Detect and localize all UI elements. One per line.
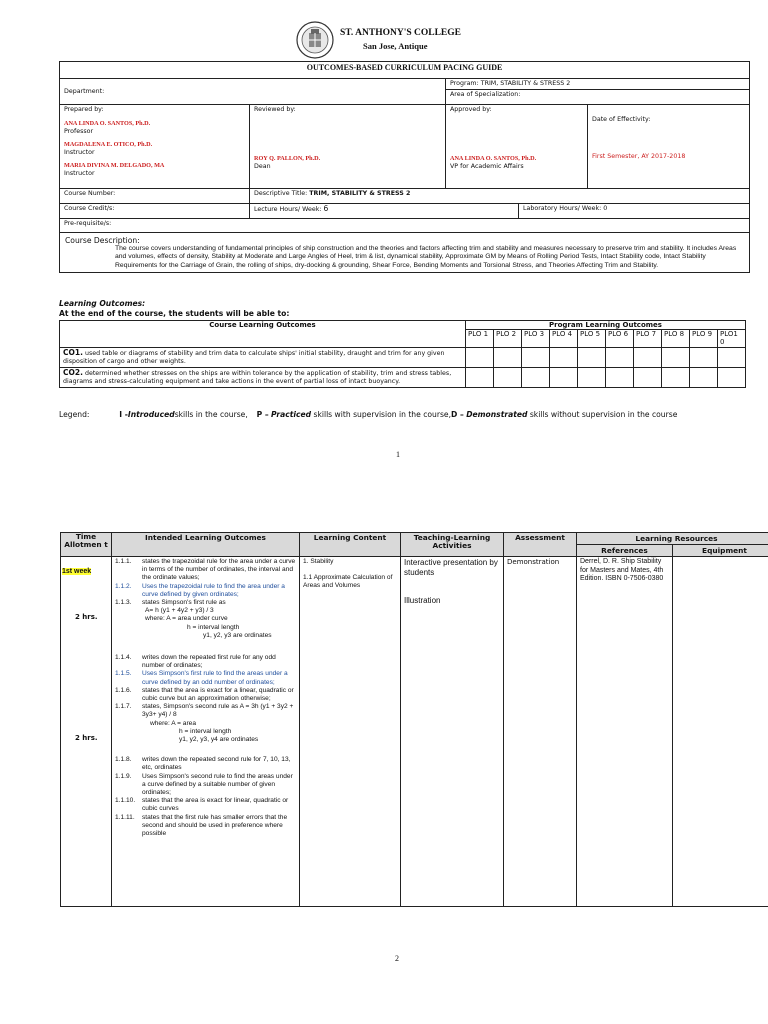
plo-col-6: PLO 6	[606, 330, 634, 348]
week-label: 1st week	[62, 568, 92, 575]
preparer-3-name: MARIA DIVINA M. DELGADO, MA	[64, 162, 165, 169]
co1-text: used table or diagrams of stability and trim data to calculate ships' initial stability, draught and trim for any given disposition of cargo and other weights.	[63, 349, 445, 365]
college-name: ST. ANTHONY'S COLLEGE	[340, 28, 461, 38]
col-assessment: Assessment	[504, 533, 577, 557]
descriptive-title-label: Descriptive Title:	[254, 190, 308, 197]
legend-p-code: P –	[256, 410, 269, 419]
ilo-num: 1.1.9.	[115, 772, 132, 780]
ilo-num: 1.1.5.	[115, 670, 132, 678]
plo-col-1: PLO 1	[466, 330, 494, 348]
ilo-num: 1.1.7.	[115, 703, 132, 711]
ilo-text: states that the area is exact for a linear, quadratic or cubic curve but an approximation otherwise;	[142, 686, 294, 703]
plo-header: Program Learning Outcomes	[466, 321, 746, 330]
plo-col-3: PLO 3	[522, 330, 550, 348]
col-tla: Teaching-Learning Activities	[401, 533, 504, 557]
legend-d-code: D –	[451, 410, 464, 419]
prereq-label: Pre-requisite/s:	[60, 219, 750, 233]
ilo-text: Uses the trapezoidal rule to find the area under a curve defined by given ordinates;	[142, 582, 285, 598]
ilo-num: 1.1.11.	[115, 813, 135, 821]
lecture-label: Lecture Hours/ Week:	[254, 206, 322, 213]
preparer-1-name: ANA LINDA O. SANTOS, Ph.D.	[64, 120, 151, 127]
preparer-2-role: Instructor	[64, 149, 95, 156]
page-number-1: 1	[396, 450, 400, 459]
learning-outcomes-heading: Learning Outcomes:	[59, 299, 146, 308]
ilo-formula: y1, y2, y3, y4 are ordinates	[179, 736, 259, 744]
ilo-text: states Simpson's first rule as	[142, 599, 226, 607]
ilo-text: Uses Simpson's second rule to find the areas under a curve defined by a suitable number of given ordinates;	[142, 772, 293, 797]
credits-label: Course Credit/s:	[60, 204, 250, 219]
college-seal	[296, 21, 334, 59]
ilo-text: states the trapezoidal rule for the area under a curve in terms of the number of ordinates, the interval and the ordinate values;	[142, 558, 296, 582]
ilo-formula: where: A = area under curve	[145, 615, 228, 623]
reviewer-role: Dean	[254, 163, 271, 170]
pacing-guide-header-table	[59, 61, 750, 273]
ilo-num: 1.1.8.	[115, 756, 132, 764]
effectivity-label: Date of Effectivity:	[592, 116, 651, 123]
course-number-label: Course Number:	[60, 189, 250, 204]
description-label: Course Description:	[65, 236, 140, 245]
program-label: Program:	[450, 80, 479, 87]
content-item-1: 1. Stability	[303, 558, 334, 565]
assessment-value: Demonstration	[504, 557, 577, 907]
ilo-text: writes down the repeated second rule for 7, 10, 13, etc, ordinates	[142, 756, 291, 772]
ilo-formula: y1, y2, y3 are ordinates	[203, 631, 272, 639]
ilo-text: Uses Simpson's first rule to find the areas under a curve defined by an odd number of ordinates;	[142, 670, 288, 686]
legend-d-word: Demonstrated	[466, 410, 528, 419]
college-location: San Jose, Antique	[363, 41, 428, 51]
legend-i-desc: skills in the course,	[174, 410, 248, 419]
outcomes-table	[59, 320, 746, 388]
ilo-formula: h = interval length	[187, 623, 240, 631]
ilo-num: 1.1.10.	[115, 797, 136, 805]
lecture-value: 6	[323, 204, 329, 213]
co2-code: CO2.	[63, 367, 83, 377]
tla-item-1: Interactive presentation by students	[404, 558, 498, 577]
pacing-table	[60, 532, 768, 907]
preparer-3-role: Instructor	[64, 170, 95, 177]
plo-col-10: PLO1 0	[718, 330, 746, 348]
plo-col-2: PLO 2	[494, 330, 522, 348]
ilo-formula: A= h (y1 + 4y2 + y3) / 3	[145, 607, 214, 615]
plo-col-9: PLO 9	[690, 330, 718, 348]
ilo-num: 1.1.1.	[115, 558, 132, 565]
guide-title: OUTCOMES-BASED CURRICULUM PACING GUIDE	[60, 62, 750, 79]
legend-i-code: I -	[119, 410, 128, 419]
legend-i-word: Introduced	[127, 410, 175, 419]
legend	[59, 410, 677, 419]
col-resources: Learning Resources	[577, 533, 768, 545]
co1-code: CO1.	[63, 347, 83, 357]
co2-text: determined whether stresses on the ships are within tolerance by the application of stability, trim and stress tables, diagrams and stress-calculating equipment and take actions in the event of partial loss of intact buoyancy.	[63, 369, 452, 385]
plo-col-4: PLO 4	[550, 330, 578, 348]
content-item-2: 1.1 Approximate Calculation of Areas and Volumes	[303, 574, 393, 590]
preparer-1-role: Professor	[64, 128, 94, 135]
preparer-2-name: MAGDALENA E. OTICO, Ph.D.	[64, 141, 153, 148]
effectivity-value: First Semester, AY 2017-2018	[592, 153, 686, 160]
descriptive-title-value: TRIM, STABILITY & STRESS 2	[309, 190, 411, 197]
specialization-label: Area of Specialization:	[450, 91, 521, 98]
plo-col-8: PLO 8	[662, 330, 690, 348]
approver-name: ANA LINDA O. SANTOS, Ph.D.	[450, 155, 537, 162]
ilo-text: states that the area is exact for linear, quadratic or cubic curves	[142, 797, 289, 813]
department-label: Department:	[64, 87, 105, 95]
program-value: TRIM, STABILITY & STRESS 2	[480, 80, 571, 87]
ilo-num: 1.1.3.	[115, 599, 132, 607]
col-ilo: Intended Learning Outcomes	[112, 533, 300, 557]
hours-1: 2 hrs.	[75, 613, 98, 621]
reviewer-name: ROY Q. PALLON, Ph.D.	[254, 155, 321, 162]
lab-value: 0	[603, 205, 608, 212]
legend-label: Legend:	[59, 410, 90, 419]
ilo-formula: h = interval length	[179, 727, 232, 735]
ilo-num: 1.1.4.	[115, 654, 132, 662]
ilo-text: states that the first rule has smaller errors that the second and should be used in preference where possible	[142, 813, 288, 838]
reference-value: Derrel, D. R. Ship Stability for Masters and Mates, 4th Edition. ISBN 0-7506-0380	[577, 557, 673, 907]
approved-label: Approved by:	[450, 106, 492, 113]
hours-2: 2 hrs.	[75, 734, 98, 742]
ilo-num: 1.1.2.	[115, 582, 132, 590]
description-text: The course covers understanding of fundamental principles of ship construction and the theories and factors affecting trim and stability and measures necessary to preserve trim and stability. It includes Areas and volumes, effects of density, Stability at Moderate and Large Angles of Heel, trim & list, dynamical stability, Approximate GM by Means of Rolling Period Tests, Intact Stability code, Intact Stability Requirements for the Carriage of Grain, the rolling of ships, dry-docking & grounding, Shear Force, Bending Moments and Torsional Stress, and Theories Affecting Trim and Stability.	[115, 245, 737, 269]
ilo-formula: where: A = area	[150, 719, 197, 727]
approver-role: VP for Academic Affairs	[450, 163, 524, 170]
prepared-label: Prepared by:	[64, 106, 104, 113]
lab-label: Laboratory Hours/ Week:	[523, 205, 602, 212]
page-number-2: 2	[395, 954, 399, 963]
legend-p-word: Practiced	[271, 410, 312, 419]
ilo-text: writes down the repeated first rule for any odd number of ordinates;	[142, 654, 276, 670]
clo-header: Course Learning Outcomes	[60, 321, 466, 348]
reviewed-label: Reviewed by:	[254, 106, 296, 113]
col-equipment: Equipment	[673, 545, 768, 557]
col-references: References	[577, 545, 673, 557]
learning-outcomes-subheading: At the end of the course, the students will be able to:	[59, 309, 290, 318]
ilo-num: 1.1.6.	[115, 686, 132, 694]
legend-p-desc: skills with supervision in the course,	[311, 410, 452, 419]
ilo-text: states, Simpson's second rule as A = 3h (y1 + 3y2 + 3y3+ y4) / 8	[142, 703, 294, 719]
legend-d-desc: skills without supervision in the course	[527, 410, 678, 419]
col-content: Learning Content	[300, 533, 401, 557]
col-time: Time Allotmen t	[61, 533, 112, 557]
plo-col-7: PLO 7	[634, 330, 662, 348]
tla-item-2: Illustration	[404, 596, 441, 605]
plo-col-5: PLO 5	[578, 330, 606, 348]
